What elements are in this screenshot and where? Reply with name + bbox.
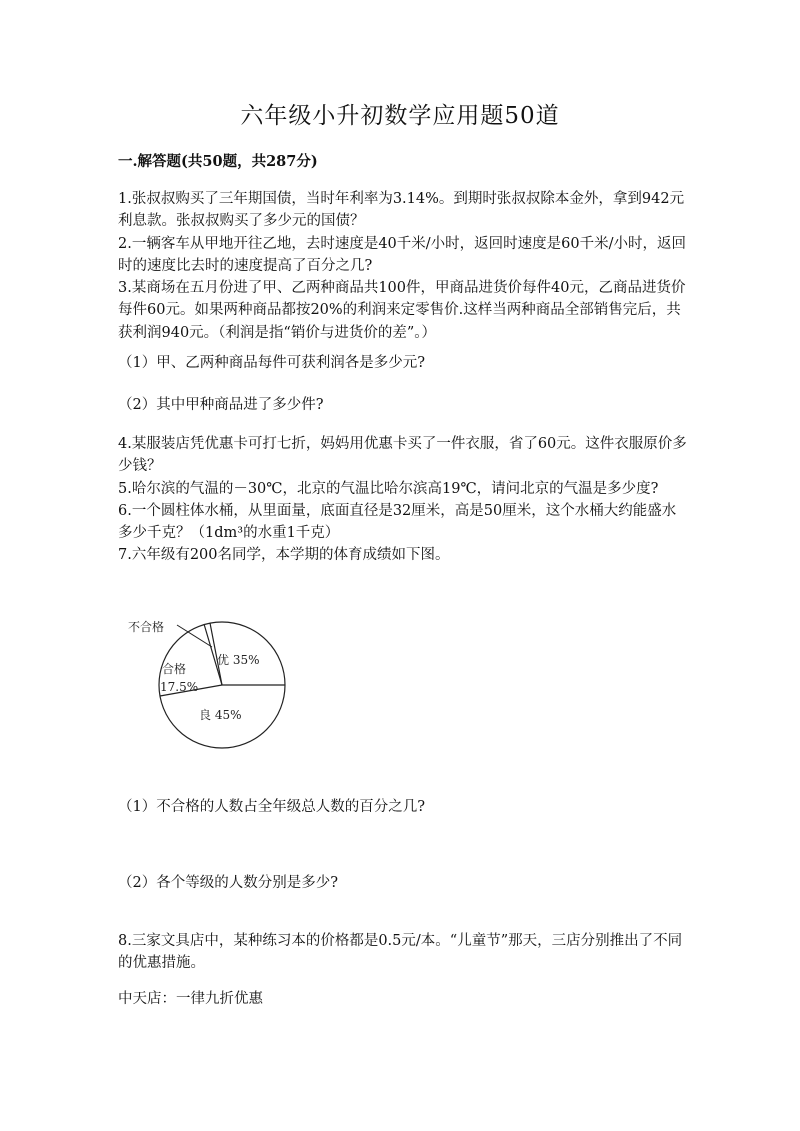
question-3-part-1-text: （1）甲、乙两种商品每件可获利润各是多少元?	[118, 355, 425, 371]
question-5: 5.哈尔滨的气温的－30℃，北京的气温比哈尔滨高19℃，请问北京的气温是多少度?	[118, 480, 659, 497]
question-1: 1.张叔叔购买了三年期国债，当时年利率为3.14%。到期时张叔叔除本金外，拿到942元利息款。张叔叔购买了多少元的国债？	[118, 191, 685, 230]
question-7-part-2-text: （2）各个等级的人数分别是多少?	[118, 875, 338, 891]
page-title: 六年级小升初数学应用题50道	[240, 103, 560, 129]
question-3: 3.某商场在五月份进了甲、乙两种商品共100件，甲商品进货价每件40元，乙商品进货价每件60元。如果两种商品都按20%的利润来定零售价.这样当两种商品全部销售完后，共获利润940元。（利润是指“销价与进货价的差”。）	[118, 280, 686, 341]
questions-1-3	[118, 188, 690, 344]
slice-label-excellent: 优 35%	[217, 653, 260, 667]
question-8-store-1	[118, 988, 690, 1010]
question-2: 2.一辆客车从甲地开往乙地，去时速度是40千米/小时，返回时速度是60千米/小时，返回时的速度比去时的速度提高了百分之几?	[118, 235, 687, 274]
question-8-store-1-text: 中天店：一律九折优惠	[118, 991, 263, 1007]
question-7-part-2	[118, 872, 690, 894]
questions-4-7	[118, 433, 690, 567]
section-heading: 一.解答题(共50题，共287分)	[118, 153, 318, 170]
question-7-part-1	[118, 796, 690, 818]
question-8-text: 8.三家文具店中，某种练习本的价格都是0.5元/本。“儿童节”那天，三店分别推出了不同的优惠措施。	[118, 933, 683, 972]
slice-label-pass-name: 合格	[162, 662, 187, 676]
question-8	[118, 930, 690, 975]
question-7-part-1-text: （1）不合格的人数占全年级总人数的百分之几?	[118, 799, 425, 815]
slice-label-fail: 不合格	[128, 620, 165, 634]
question-3-part-2	[118, 394, 690, 416]
question-4: 4.某服装店凭优惠卡可打七折，妈妈用优惠卡买了一件衣服，省了60元。这件衣服原价多少钱？	[118, 436, 687, 475]
slice-label-good: 良 45%	[199, 708, 242, 722]
question-6: 6.一个圆柱体水桶，从里面量，底面直径是32厘米，高是50厘米，这个水桶大约能盛水多少千克？（1dm³的水重1千克）	[118, 502, 677, 542]
question-7: 7.六年级有200名同学，本学期的体育成绩如下图。	[118, 547, 450, 564]
grade-pie-chart	[124, 612, 324, 762]
question-3-part-2-text: （2）其中甲种商品进了多少件?	[118, 397, 324, 413]
slice-label-pass-value: 17.5%	[160, 680, 199, 694]
question-3-part-1	[118, 352, 690, 374]
